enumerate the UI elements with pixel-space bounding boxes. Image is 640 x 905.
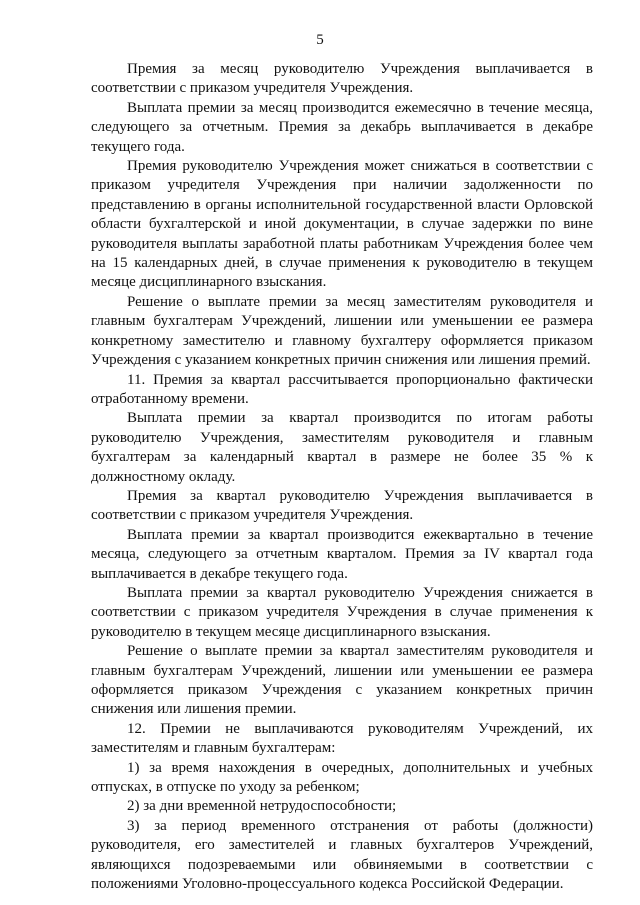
paragraph: Выплата премии за месяц производится ежемесячно в течение месяца, следующего за отчетным. Премия за декабрь выплачивается в декабре текущего года. <box>91 99 593 155</box>
paragraph: Решение о выплате премии за квартал заместителям руководителя и главным бухгалтерам Учреждений, лишении или уменьшении ее размера оформляется приказом Учреждения с указанием конкретных причин снижения или лишения премии. <box>91 643 593 718</box>
paragraph: Премия руководителю Учреждения может снижаться в соответствии с приказом учредителя Учреждения при наличии задолженности по представлению в органы исполнительной государственной власти Орловской области бухгалтерской и иной документации, в случае задержки по вине руководителя выплаты заработной платы работникам Учреждения более чем на 15 календарных дней, в случае применения к руководителю в текущем месяце дисциплинарного взыскания. <box>91 158 593 291</box>
list-item: 3) за период временного отстранения от работы (должности) руководителя, его заместителей и главных бухгалтеров Учреждений, являющихся подозреваемыми или обвиняемыми в соответствии с положениями Уголовно-процессуального кодекса Российской Федерации. <box>91 817 593 893</box>
paragraph: Выплата премии за квартал производится ежеквартально в течение месяца, следующего за отчетным кварталом. Премия за IV квартал года выплачивается в декабре текущего года. <box>91 526 593 582</box>
page-number: 5 <box>316 32 324 48</box>
paragraph: Решение о выплате премии за месяц заместителям руководителя и главным бухгалтерам Учреждений, лишении или уменьшении ее размера конкретному заместителю и главному бухгалтеру оформляется приказом Учреждения с указанием конкретных причин снижения или лишения премий. <box>91 293 593 369</box>
paragraph: Выплата премии за квартал руководителю Учреждения снижается в соответствии с приказом учредителя Учреждения в случае применения к руководителю в текущем месяце дисциплинарного взыскания. <box>91 584 593 640</box>
document-body <box>91 60 593 894</box>
paragraph: 11. Премия за квартал рассчитывается пропорционально фактически отработанному времени. <box>91 371 593 407</box>
list-item: 2) за дни временной нетрудоспособности; <box>127 798 397 815</box>
paragraph: Выплата премии за квартал производится по итогам работы руководителю Учреждения, заместителям руководителя и главным бухгалтерам за календарный квартал в размере не более 35 % к должностному окладу. <box>91 410 593 485</box>
paragraph: Премия за месяц руководителю Учреждения выплачивается в соответствии с приказом учредителя Учреждения. <box>91 61 593 97</box>
paragraph: 12. Премии не выплачиваются руководителям Учреждений, их заместителям и главным бухгалтерам: <box>91 720 593 757</box>
paragraph: Премия за квартал руководителю Учреждения выплачивается в соответствии с приказом учредителя Учреждения. <box>91 487 593 524</box>
list-item: 1) за время нахождения в очередных, дополнительных и учебных отпусках, в отпуске по уходу за ребенком; <box>91 759 593 796</box>
